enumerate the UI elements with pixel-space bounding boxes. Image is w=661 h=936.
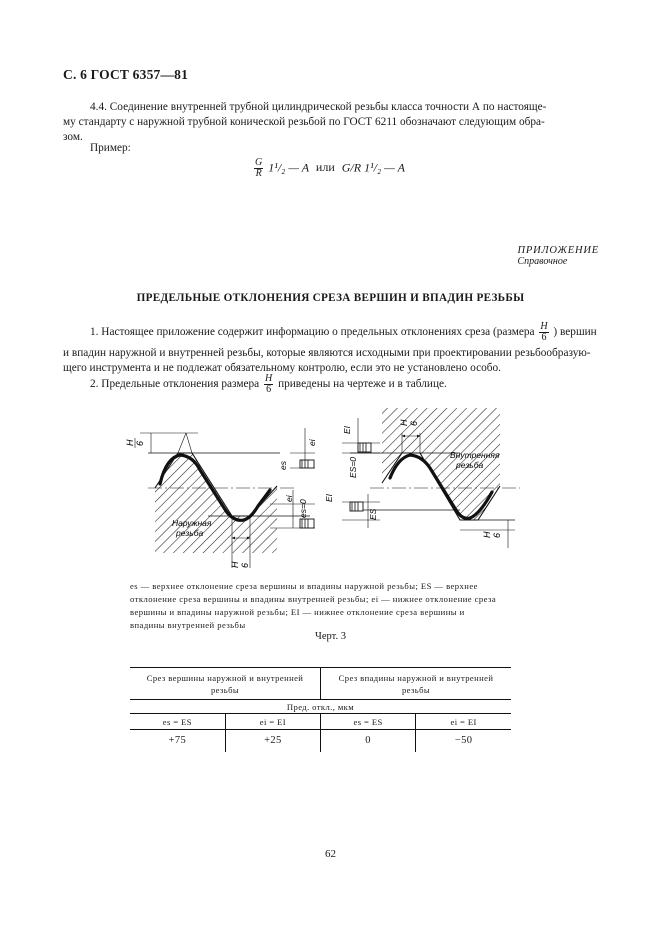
label-EI: EI: [342, 425, 352, 434]
dim-h-numerator-right: H: [399, 419, 409, 426]
table-cell: −50: [454, 735, 473, 747]
fraction-denominator: R: [255, 168, 262, 179]
table-column-header: es = ES: [321, 714, 416, 730]
para-4-4-line1: 4.4. Соединение внутренней трубной цилиндрической резьбы класса точности А по настояще-: [90, 101, 547, 113]
formula-or: или: [315, 160, 335, 175]
dim-h-numerator: H: [125, 439, 135, 446]
dim-h-denominator-right: 6: [409, 420, 419, 426]
fraction-numerator: G: [255, 157, 263, 168]
para1-post: ) вершин: [553, 326, 597, 339]
appendix-block: [518, 245, 600, 267]
appendix-label: ПРИЛОЖЕНИЕ: [517, 245, 599, 256]
para1-pre: 1. Настоящее приложение содержит информацию о предельных отклонениях среза (размера: [90, 326, 535, 339]
fraction-denominator: 6: [266, 384, 272, 395]
table-unit-row: [130, 700, 511, 714]
thread-profile-drawing: [120, 398, 530, 578]
table-cell: +75: [130, 730, 225, 752]
para1-line1: [90, 322, 610, 343]
table-column-header: ei = EI: [225, 714, 320, 730]
fraction-numerator: H: [540, 321, 548, 332]
label-ES0: ES=0: [348, 456, 358, 478]
table-column-header: ei = EI: [450, 716, 477, 727]
dim-h-denominator-right-bottom: 6: [492, 532, 502, 538]
label-ES: ES: [368, 508, 378, 520]
formula-part2: G/R 1¹/₂ — A: [341, 160, 405, 175]
para-4-4-line3: зом.: [63, 131, 83, 143]
para2-fraction: [264, 374, 273, 395]
dim-h-denominator-bottom: 6: [240, 562, 250, 568]
dim-h-numerator-right-bottom: H: [482, 531, 492, 538]
table-unit: Пред. откл., мкм: [286, 701, 355, 712]
para1-fraction: [539, 322, 548, 343]
table-column-header-row: [130, 714, 511, 730]
para1-line2: и впадин наружной и внутренней резьбы, которые являются исходными при проектировании резьбообразую-: [63, 347, 591, 359]
figure-caption: Черт. 3: [315, 631, 346, 642]
table-row: [130, 730, 511, 752]
dim-h-denominator: 6: [135, 440, 145, 446]
inner-thread-label-1: Внутренняя: [450, 450, 500, 460]
inner-thread-label-2: резьба: [456, 460, 484, 470]
table-group-header: Срез впадины наружной и внутренней резьбы: [338, 672, 494, 695]
table-cell: +25: [225, 730, 320, 752]
fraction-numerator: H: [265, 373, 273, 384]
legend-line: es — верхнее отклонение среза вершины и впадины наружной резьбы; ES — верхнее: [130, 581, 478, 591]
table-column-header: es = ES: [130, 714, 225, 730]
para2-pre: 2. Предельные отклонения размера: [90, 378, 260, 391]
table-group-header-row: [130, 668, 511, 700]
legend-line: отклонение среза вершины и впадины внутренней резьбы; ei — нижнее отклонение среза: [130, 594, 497, 604]
dim-h-numerator-bottom: H: [230, 561, 240, 568]
appendix-sublabel: Справочное: [517, 256, 568, 267]
section-title: ПРЕДЕЛЬНЫЕ ОТКЛОНЕНИЯ СРЕЗА ВЕРШИН И ВПАДИН РЕЗЬБЫ: [136, 292, 525, 304]
label-ei-bottom: ei: [284, 495, 294, 502]
para1-line3: щего инструмента и не подлежат обязательному контролю, если это не установлено особо.: [63, 362, 501, 374]
outer-thread-figure: [125, 428, 317, 568]
example-label: Пример:: [90, 142, 131, 154]
label-es: es: [278, 461, 288, 470]
figure-legend: [130, 580, 515, 632]
page-header: С. 6 ГОСТ 6357—81: [63, 67, 189, 82]
fraction-denominator: 6: [541, 332, 547, 343]
page-number: 62: [325, 848, 336, 860]
legend-line: вершины и впадины наружной резьбы; EI — нижнее отклонение среза вершины и: [130, 607, 465, 617]
example-formula: [252, 158, 405, 179]
para2: [90, 374, 590, 395]
label-es0: es=0: [298, 499, 308, 518]
outer-thread-label-1: Наружная: [172, 518, 212, 528]
legend-line: впадины внутренней резьбы: [130, 620, 246, 630]
para2-post: приведены на чертеже и в таблице.: [278, 378, 447, 391]
formula-part1: 1¹/₂ — A: [268, 160, 309, 175]
table-cell: 0: [321, 730, 416, 752]
para-4-4-line2: му стандарту с наружной трубной конической резьбой по ГОСТ 6211 обозначают следующим обра-: [63, 116, 545, 128]
inner-thread-figure: [324, 408, 520, 548]
table-group-header: Срез вершины наружной и внутренней резьбы: [130, 668, 321, 700]
deviation-table: [130, 667, 511, 752]
outer-thread-label-2: резьба: [176, 528, 204, 538]
label-ei: ei: [307, 439, 317, 446]
formula-fraction: [254, 158, 263, 179]
label-EI-bottom: EI: [324, 493, 334, 502]
